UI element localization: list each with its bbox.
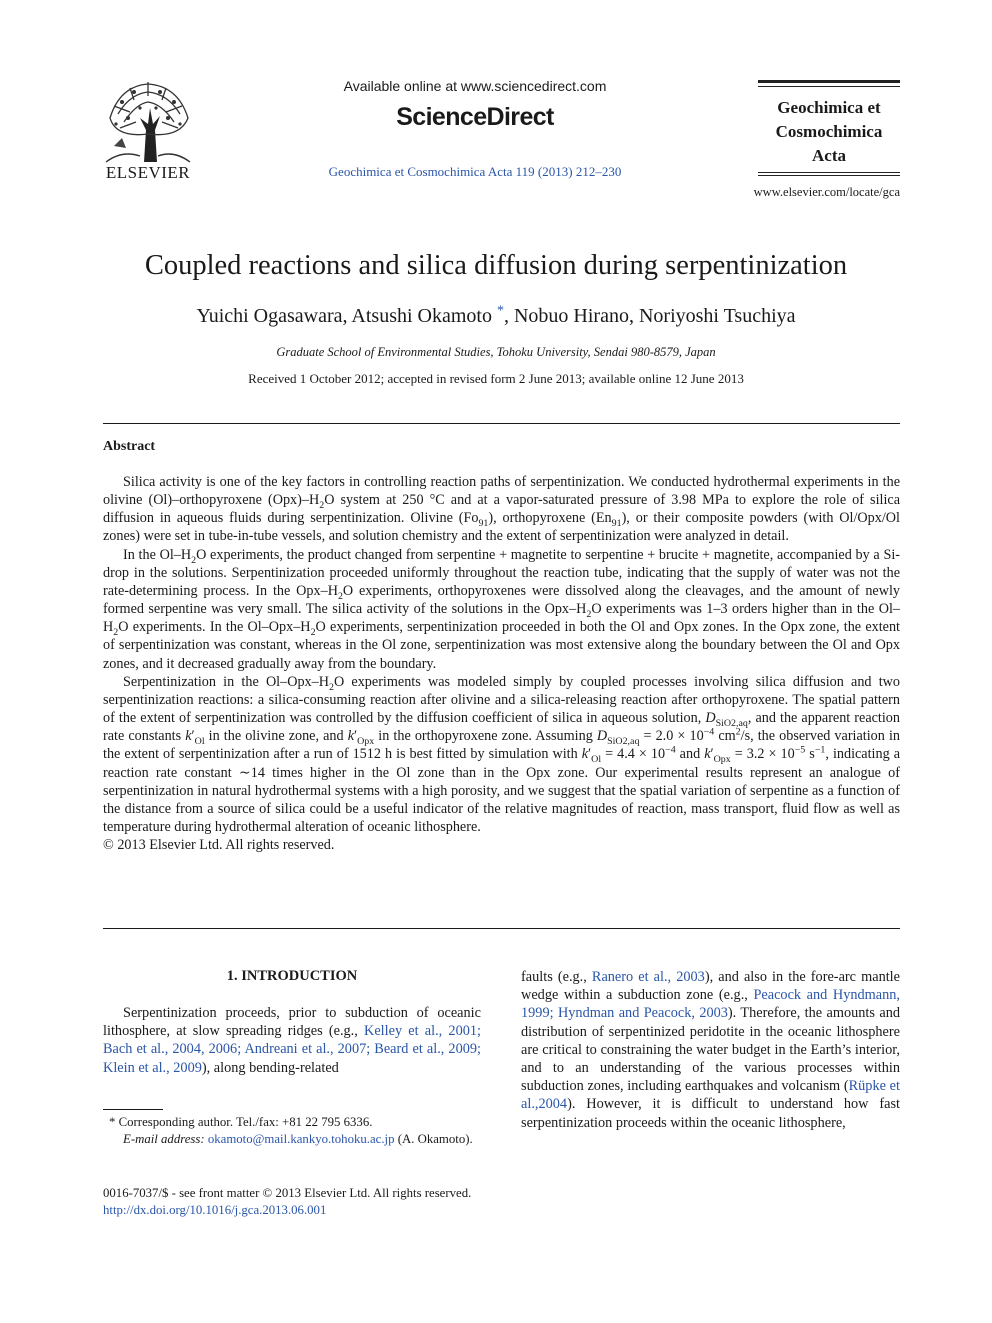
- front-matter: [103, 1185, 603, 1218]
- journal-url[interactable]: www.elsevier.com/locate/gca: [753, 185, 900, 199]
- abstract-body: [103, 473, 900, 854]
- journal-title-line: Cosmochimica: [775, 122, 883, 141]
- abstract-paragraph: In the $Ol-H_2O$ experiments, the product changed from serpentine + magnetite to serpentine + brucite + magnetite, accompanied by a Si-drop in the solutions. Serpentinization proceeded uniformly throughout the reaction tube, indicating that the supply of water was not the rate-determining process. In the Opx–$H_2O$ experiments, orthopyroxenes were dissolved along the cleavages, and the amount of newly formed serpentine was very small. The silica activity of the solutions in the Opx–$H_2O$ experiments was 1–3 orders higher than in the $Ol-H_2O$ experiments. In the $Ol-Opx-H_2O$ experiments, serpentinization proceeded in both the Ol and Opx zones. In the Opx zone, the extent of serpentinization was constant, whereas in the Ol zone, serpentinization was most extensive along the boundary between the Ol and Opx zones, and it decreased gradually away from the boundary.: [103, 546, 901, 672]
- abstract-heading: Abstract: [103, 439, 156, 454]
- body-paragraph: Serpentinization proceeds, prior to subduction of oceanic lithosphere, at slow spreading ridges (e.g., Kelley et al., 2001; Bach et al., 2004, 2006; Andreani et al., 2007; Beard et al., 2009; Klein et al., 2009), along bending-related: [103, 1005, 481, 1076]
- divider: [103, 423, 900, 424]
- tree-logo-icon: [100, 78, 196, 164]
- citation-link[interactable]: Peacock and Hyndmann, 1999; Hyndman and Peacock, 2003: [521, 987, 900, 1022]
- journal-rule-bottom: [758, 172, 900, 173]
- availability-line: Available online at www.sciencedirect.com: [343, 78, 607, 94]
- citation-link[interactable]: Kelley et al., 2001; Bach et al., 2004, 2006; Andreani et al., 2007; Beard et al., 2009; Klein et al., 2009: [103, 1023, 481, 1076]
- intro-column-right: faults (e.g., Ranero et al., 2003), and also in the fore-arc mantle wedge within a subduction zone (e.g., Peacock and Hyndmann, 1999; Hyndman and Peacock, 2003). Therefore, the amounts and distribution of serpentinized peridotite in the oceanic lithosphere are critical to constraining the water budget in the Earth’s interior, and to an understanding of the various processes within subduction zones, including earthquakes and volcanism (Rüpke et al.,2004). However, it is difficult to understand how fast serpentinization proceeds within the oceanic lithosphere,: [521, 969, 901, 1131]
- corresponding-author-note: Corresponding author. Tel./fax: +81 22 795 6336.: [118, 1115, 373, 1129]
- author-list: [60, 305, 932, 328]
- corresponding-author-mark[interactable]: *: [496, 303, 504, 319]
- journal-citation[interactable]: Geochimica et Cosmochimica Acta 119 (2013) 212–230: [328, 164, 622, 179]
- sciencedirect-logo: ScienceDirect: [396, 103, 554, 131]
- article-title: Coupled reactions and silica diffusion during serpentinization: [144, 250, 848, 281]
- issn-line: 0016-7037/$ - see front matter © 2013 Elsevier Ltd. All rights reserved.: [103, 1186, 472, 1200]
- publisher-name: ELSEVIER: [105, 163, 191, 182]
- affiliation: Graduate School of Environmental Studies, Tohoku University, Sendai 980-8579, Japan: [276, 345, 716, 359]
- journal-rule-top: [758, 80, 900, 83]
- abstract-copyright: © 2013 Elsevier Ltd. All rights reserved.: [103, 837, 335, 854]
- email-link[interactable]: okamoto@mail.kankyo.tohoku.ac.jp: [207, 1131, 395, 1146]
- abstract-paragraph: Silica activity is one of the key factors in controlling reaction paths of serpentinization. We conducted hydrothermal experiments in the olivine (Ol)–orthopyroxene $(Opx)-H_2O$ system at 250 °C and at a vapor-saturated pressure of 3.98 MPa to explore the role of silica diffusion in aqueous fluids during serpentinization. Olivine $(Fo_{91})$, orthopyroxene $(En_{91})$, or their composite powders (with Ol/Opx/Ol zones) were set in tube-in-tube vessels, and solution chemistry and the extent of serpentinization were analyzed in detail.: [103, 474, 901, 545]
- citation-link[interactable]: Ranero et al., 2003: [591, 969, 705, 985]
- authors-before: Yuichi Ogasawara, Atsushi Okamoto: [196, 305, 492, 327]
- footnote-rule: [103, 1109, 163, 1110]
- email-owner: (A. Okamoto).: [397, 1131, 473, 1146]
- footnote-mark: *: [109, 1115, 116, 1129]
- authors-after: , Nobuo Hirano, Noriyoshi Tsuchiya: [503, 305, 796, 327]
- journal-title: [752, 96, 906, 168]
- citation-link[interactable]: Rüpke et al.,2004: [521, 1078, 900, 1113]
- journal-title-line: Geochimica et: [777, 98, 881, 117]
- journal-rule-top-thin: [758, 86, 900, 87]
- abstract-paragraph: Serpentinization in the $Ol-Opx-H_2O$ experiments was modeled simply by coupled processes involving silica diffusion and two serpentinization reactions: a silica-consuming reaction after olivine and a silica-releasing reaction after orthopyroxene. The spatial pattern of the extent of serpentinization was controlled by the diffusion coefficient of silica in aqueous solution, $D_{SiO2,aq}$, and the apparent reaction rate constants $k'_{Ol}$ in the olivine zone, and $k'_{Opx}$ in the orthopyroxene zone. Assuming $D_{SiO2,aq} = 2.0 \times 10^{-4}$ $cm^2/s$, the observed variation in the extent of serpentinization after a run of 1512 h is best fitted by simulation with $k'_{Ol} = 4.4 \times 10^{-4}$ and $k'_{Opx} = 3.2 \times 10^{-5}$ $s^{-1}$, indicating a reaction rate constant ∼14 times higher in the Ol zone than in the Opx zone. Our experimental results represent an analogue of serpentinization in natural hydrothermal systems with a high porosity, and we suggest that the spatial variation of serpentine as a function of the distance from a source of silica could be a useful indicator of the relative magnitudes of reaction, mass transport, fluid flow as well as temperature during hydrothermal alteration of oceanic lithosphere.: [103, 673, 900, 835]
- section-heading-introduction: 1. INTRODUCTION: [226, 968, 358, 984]
- footnote: [103, 1114, 481, 1147]
- article-dates: Received 1 October 2012; accepted in revised form 2 June 2013; available online 12 June 2013: [248, 371, 744, 386]
- journal-title-line: Acta: [812, 146, 846, 165]
- email-label: E-mail address:: [123, 1131, 205, 1146]
- divider: [103, 928, 900, 929]
- journal-rule-bottom-thin: [758, 175, 900, 176]
- doi-link[interactable]: http://dx.doi.org/10.1016/j.gca.2013.06.001: [103, 1202, 327, 1217]
- intro-column-left: [103, 1004, 481, 1077]
